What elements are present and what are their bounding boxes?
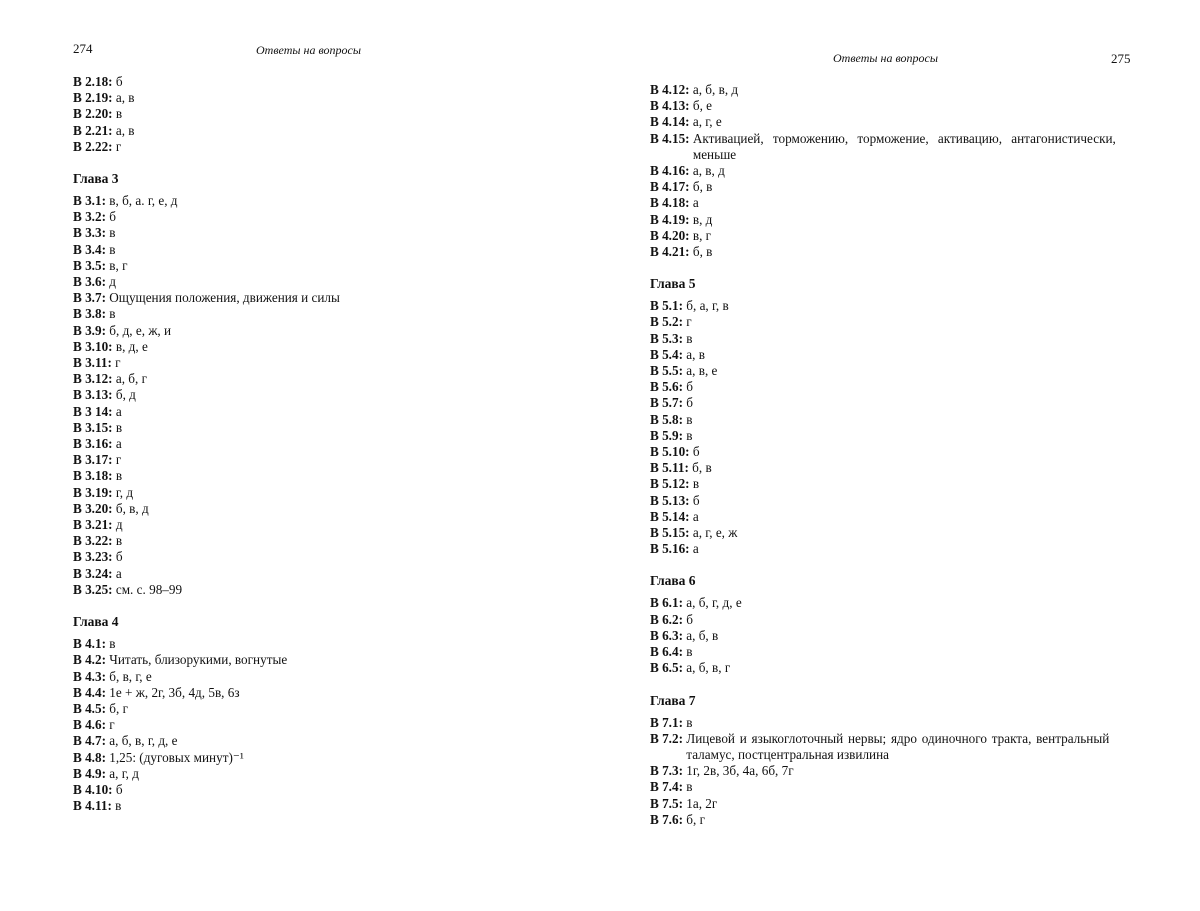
- answer-entry: [73, 225, 593, 241]
- answer-text: б, д, е, ж, и: [109, 322, 172, 338]
- running-head: Ответы на вопросы: [833, 51, 938, 65]
- answer-entry: [650, 509, 1170, 525]
- answer-text: б, в: [692, 244, 713, 260]
- answer-text: а, г, е: [692, 114, 722, 130]
- answer-entry: [73, 701, 593, 717]
- answer-entry: [650, 715, 1170, 731]
- answer-entry: [650, 612, 1170, 628]
- answer-code: В 3.15:: [73, 419, 113, 435]
- answer-text: в: [686, 644, 693, 660]
- answer-entry: [650, 460, 1170, 476]
- answer-code: В 3.16:: [73, 436, 113, 452]
- chapter-heading: Глава 6: [650, 573, 696, 589]
- answer-text: в: [686, 411, 693, 427]
- answer-code: В 4.11:: [73, 798, 112, 814]
- answer-text: в, б, а. г, е, д: [109, 193, 178, 209]
- answer-code: В 2.22:: [73, 138, 113, 154]
- chapter-section: [650, 276, 1170, 557]
- answer-code: В 4.21:: [650, 244, 690, 260]
- answer-code: В 6.2:: [650, 611, 683, 627]
- answer-text: в: [686, 714, 693, 730]
- answer-entry: [650, 131, 1170, 163]
- answer-entry: [73, 733, 593, 749]
- answer-entry: [650, 428, 1170, 444]
- answer-code: В 4.3:: [73, 668, 106, 684]
- answer-code: В 3.7:: [73, 290, 106, 306]
- answer-text: а: [692, 195, 699, 211]
- answer-entry: [73, 274, 593, 290]
- answer-code: В 4.6:: [73, 717, 106, 733]
- answer-entry: [73, 355, 593, 371]
- answer-entry: [650, 779, 1170, 795]
- answer-code: В 2.21:: [73, 122, 113, 138]
- answer-text: а, б, в: [686, 627, 719, 643]
- right-page: [600, 0, 1200, 911]
- answer-text: а: [115, 403, 122, 419]
- answer-entry: [650, 228, 1170, 244]
- answer-code: В 5.3:: [650, 330, 683, 346]
- answer-text: г: [115, 452, 122, 468]
- answer-text: а, г, е, ж: [692, 525, 738, 541]
- answer-text: б: [109, 209, 116, 225]
- answer-code: В 4.14:: [650, 114, 690, 130]
- answer-code: В 7.2:: [650, 730, 683, 746]
- chapter-heading: Глава 4: [73, 614, 119, 630]
- chapter-list: [650, 276, 1170, 828]
- answer-entry: [650, 212, 1170, 228]
- answer-entry: [650, 796, 1170, 812]
- answer-code: В 5.8:: [650, 411, 683, 427]
- answer-code: В 4.1:: [73, 636, 106, 652]
- answer-code: В 6.1:: [650, 595, 683, 611]
- answer-text: б, в, г, е: [109, 668, 152, 684]
- answer-text: 1,25: (дуговых минут)⁻¹: [109, 749, 244, 765]
- answer-text: в: [686, 427, 693, 443]
- answer-entry: [650, 363, 1170, 379]
- answer-entry: [73, 766, 593, 782]
- answer-text: в: [115, 533, 123, 549]
- answer-text: б, д: [115, 387, 136, 403]
- answer-entry: [650, 812, 1170, 828]
- answer-text: в, г: [109, 257, 128, 273]
- answer-code: В 3.9:: [73, 322, 106, 338]
- answer-entry: [650, 298, 1170, 314]
- answer-text: в, д, е: [115, 338, 148, 354]
- answer-code: В 3.5:: [73, 257, 106, 273]
- answer-text: б, а, г, в: [686, 298, 729, 314]
- answer-entry: [73, 636, 593, 652]
- answer-entry: [650, 412, 1170, 428]
- answer-code: В 5.11:: [650, 460, 689, 476]
- chapter-entries: [73, 193, 593, 598]
- answer-text: Читать, близорукими, вогнутые: [109, 652, 288, 668]
- answer-text: д: [115, 517, 123, 533]
- chapter-section: [650, 573, 1170, 676]
- answer-entry: [73, 798, 593, 814]
- answer-code: В 3.10:: [73, 338, 113, 354]
- answer-entry: [650, 314, 1170, 330]
- answer-entry: [73, 517, 593, 533]
- chapter-heading: Глава 5: [650, 276, 696, 292]
- answer-entry: [73, 371, 593, 387]
- answer-code: В 7.3:: [650, 763, 683, 779]
- answer-text: а, в: [686, 346, 705, 362]
- answer-entry: [650, 347, 1170, 363]
- answer-entry: [73, 782, 593, 798]
- answer-text: б, в: [692, 460, 712, 476]
- answer-text: б, г: [109, 700, 128, 716]
- answer-code: В 5.12:: [650, 476, 690, 492]
- answer-entry: [650, 179, 1170, 195]
- answer-code: В 3.18:: [73, 468, 113, 484]
- answer-text: а: [115, 436, 122, 452]
- answer-code: В 4.18:: [650, 195, 690, 211]
- chapter-section: [73, 614, 593, 814]
- answer-code: В 4.12:: [650, 82, 690, 97]
- answer-code: В 4.10:: [73, 781, 113, 797]
- answer-entry: [73, 106, 593, 122]
- answer-code: В 3.1:: [73, 193, 106, 209]
- answer-entry: [73, 290, 593, 306]
- answer-text: в: [115, 798, 122, 814]
- answer-entry: [73, 436, 593, 452]
- answer-text: 1а, 2г: [686, 795, 718, 811]
- answer-entry: [650, 493, 1170, 509]
- answer-text: в: [115, 468, 123, 484]
- answer-code: В 4.15:: [650, 130, 690, 146]
- answer-code: В 4.4:: [73, 684, 106, 700]
- answer-code: В 3.17:: [73, 452, 113, 468]
- answer-text: а, в, е: [686, 363, 718, 379]
- answer-entry: [73, 452, 593, 468]
- answer-text: а, б, г: [115, 371, 148, 387]
- answer-entry: [650, 395, 1170, 411]
- answer-code: В 3.20:: [73, 500, 113, 516]
- answer-code: В 3.8:: [73, 306, 106, 322]
- answer-code: В 4.9:: [73, 765, 106, 781]
- answer-code: В 7.5:: [650, 795, 683, 811]
- answer-code: В 5.15:: [650, 525, 690, 541]
- chapter-heading: Глава 3: [73, 171, 119, 187]
- answer-text: 1е + ж, 2г, 3б, 4д, 5в, 6з: [109, 684, 240, 700]
- answer-code: В 3.24:: [73, 565, 113, 581]
- answer-entry: [73, 123, 593, 139]
- answer-code: В 7.4:: [650, 779, 683, 795]
- answers-column: [650, 82, 1170, 828]
- answer-text: см. с. 98–99: [115, 581, 183, 597]
- answer-text: б: [686, 611, 693, 627]
- answer-code: В 3.25:: [73, 581, 113, 597]
- answer-text: а, г, д: [109, 765, 139, 781]
- answer-text: 1г, 2в, 3б, 4а, 6б, 7г: [686, 763, 794, 779]
- answer-text: в: [692, 476, 700, 492]
- answer-entry: [73, 566, 593, 582]
- answer-code: В 3.4:: [73, 241, 106, 257]
- page-number: 274: [73, 41, 93, 56]
- answer-text: Ощущения положения, движения и силы: [109, 290, 340, 306]
- answer-text: а, б, в, д: [692, 82, 739, 97]
- answer-entry: [650, 644, 1170, 660]
- answer-text: в, г: [692, 227, 712, 243]
- answer-text: б, е: [692, 98, 713, 114]
- answer-code: В 3.11:: [73, 355, 112, 371]
- answer-entry: [73, 685, 593, 701]
- answer-code: В 4.13:: [650, 98, 690, 114]
- answer-text: а: [115, 565, 122, 581]
- top-entries: [650, 82, 1170, 260]
- answer-text: Активацией, торможению, торможение, активацию, антагонистически, меньше: [692, 130, 1116, 162]
- answer-code: В 5.7:: [650, 395, 683, 411]
- answer-text: г, д: [115, 484, 134, 500]
- answer-text: а, б, в, г: [686, 660, 731, 676]
- answer-code: В 4.17:: [650, 179, 690, 195]
- answer-entry: [73, 306, 593, 322]
- answer-entry: [650, 163, 1170, 179]
- answer-text: в: [109, 225, 116, 241]
- answer-entry: [73, 387, 593, 403]
- answer-code: В 6.3:: [650, 627, 683, 643]
- answer-entry: [73, 750, 593, 766]
- answer-code: В 5.6:: [650, 379, 683, 395]
- answer-code: В 4.20:: [650, 227, 690, 243]
- answer-code: В 2.19:: [73, 90, 113, 106]
- answer-text: в: [686, 779, 693, 795]
- answer-text: б: [115, 74, 123, 89]
- answer-code: В 4.7:: [73, 733, 106, 749]
- answer-entry: [73, 323, 593, 339]
- answer-text: а, в, д: [692, 163, 725, 179]
- answer-entry: [73, 404, 593, 420]
- answer-entry: [73, 582, 593, 598]
- answer-entry: [73, 468, 593, 484]
- answer-code: В 7.6:: [650, 811, 683, 827]
- chapter-section: [73, 171, 593, 598]
- answer-code: В 5.13:: [650, 492, 690, 508]
- answer-text: а: [692, 541, 699, 557]
- answer-entry: [650, 525, 1170, 541]
- answer-text: а, в: [115, 90, 135, 106]
- answer-entry: [73, 717, 593, 733]
- answer-code: В 7.1:: [650, 714, 683, 730]
- answer-text: в: [109, 306, 116, 322]
- answer-entry: [650, 595, 1170, 611]
- answer-entry: [650, 476, 1170, 492]
- answer-code: В 3.2:: [73, 209, 106, 225]
- chapter-entries: [73, 636, 593, 814]
- answer-text: в: [109, 636, 116, 652]
- answer-text: в: [115, 106, 123, 122]
- answer-code: В 4.8:: [73, 749, 106, 765]
- answer-entry: [73, 533, 593, 549]
- answer-code: В 6.4:: [650, 644, 683, 660]
- answer-text: г: [115, 355, 121, 371]
- answer-code: В 3.12:: [73, 371, 113, 387]
- chapter-entries: [650, 298, 1170, 557]
- answer-entry: [73, 339, 593, 355]
- answer-entry: [650, 82, 1170, 98]
- answer-code: В 6.5:: [650, 660, 683, 676]
- answer-entry: [73, 242, 593, 258]
- answer-code: В 5.9:: [650, 427, 683, 443]
- chapter-entries: [650, 715, 1170, 828]
- top-entries: [73, 74, 593, 155]
- answer-entry: [650, 195, 1170, 211]
- answers-column: [73, 74, 593, 814]
- answer-code: В 5.4:: [650, 346, 683, 362]
- answer-code: В 3.19:: [73, 484, 113, 500]
- answer-entry: [73, 549, 593, 565]
- answer-entry: [650, 331, 1170, 347]
- answer-entry: [73, 420, 593, 436]
- answer-entry: [73, 485, 593, 501]
- answer-text: а, б, г, д, е: [686, 595, 742, 611]
- answer-code: В 4.19:: [650, 211, 690, 227]
- answer-code: В 5.5:: [650, 363, 683, 379]
- answer-entry: [73, 74, 593, 90]
- answer-text: б: [692, 444, 700, 460]
- page-number: 275: [1111, 51, 1131, 66]
- answer-text: б: [686, 379, 693, 395]
- answer-code: В 4.5:: [73, 700, 106, 716]
- answer-text: д: [109, 274, 116, 290]
- answer-text: а: [692, 508, 699, 524]
- chapter-list: [73, 171, 593, 814]
- chapter-heading: Глава 7: [650, 692, 696, 708]
- answer-entry: [650, 731, 1170, 763]
- answer-text: а, б, в, г, д, е: [109, 733, 178, 749]
- answer-text: б: [686, 395, 693, 411]
- answer-entry: [73, 139, 593, 155]
- answer-text: г: [115, 138, 122, 154]
- answer-text: б: [115, 549, 123, 565]
- chapter-entries: [650, 595, 1170, 676]
- answer-entry: [650, 379, 1170, 395]
- answer-code: В 5.2:: [650, 314, 683, 330]
- answer-text: г: [109, 717, 115, 733]
- answer-code: В 5.1:: [650, 298, 683, 314]
- answer-entry: [73, 669, 593, 685]
- answer-code: В 3.22:: [73, 533, 113, 549]
- answer-code: В 5.10:: [650, 444, 690, 460]
- answer-entry: [650, 660, 1170, 676]
- answer-code: В 4.2:: [73, 652, 106, 668]
- answer-entry: [73, 90, 593, 106]
- answer-text: в: [686, 330, 693, 346]
- answer-code: В 3.6:: [73, 274, 106, 290]
- answer-entry: [73, 652, 593, 668]
- answer-text: б, г: [686, 811, 705, 827]
- answer-code: В 3.23:: [73, 549, 113, 565]
- answer-text: в: [115, 419, 123, 435]
- answer-entry: [650, 444, 1170, 460]
- answer-text: в: [109, 241, 116, 257]
- chapter-section: [650, 693, 1170, 828]
- answer-entry: [650, 98, 1170, 114]
- answer-entry: [73, 193, 593, 209]
- answer-code: В 5.16:: [650, 541, 690, 557]
- answer-code: В 3.21:: [73, 517, 113, 533]
- answer-entry: [73, 209, 593, 225]
- answer-text: б, в: [692, 179, 713, 195]
- answer-text: в, д: [692, 211, 713, 227]
- answer-entry: [650, 541, 1170, 557]
- answer-entry: [650, 114, 1170, 130]
- answer-entry: [73, 258, 593, 274]
- answer-text: б: [115, 781, 123, 797]
- answer-text: Лицевой и языкоглоточный нервы; ядро одиночного тракта, вентральный таламус, постцентральная извилина: [686, 730, 1110, 762]
- answer-entry: [650, 244, 1170, 260]
- answer-code: В 3.13:: [73, 387, 113, 403]
- answer-text: г: [686, 314, 692, 330]
- answer-code: В 2.18:: [73, 74, 113, 89]
- answer-text: б: [692, 492, 700, 508]
- answer-code: В 4.16:: [650, 163, 690, 179]
- answer-text: а, в: [115, 122, 135, 138]
- running-head: Ответы на вопросы: [256, 43, 361, 57]
- answer-entry: [650, 628, 1170, 644]
- answer-code: В 3 14:: [73, 403, 113, 419]
- answer-entry: [73, 501, 593, 517]
- answer-code: В 2.20:: [73, 106, 113, 122]
- answer-text: б, в, д: [115, 500, 149, 516]
- answer-code: В 5.14:: [650, 508, 690, 524]
- answer-code: В 3.3:: [73, 225, 106, 241]
- answer-entry: [650, 763, 1170, 779]
